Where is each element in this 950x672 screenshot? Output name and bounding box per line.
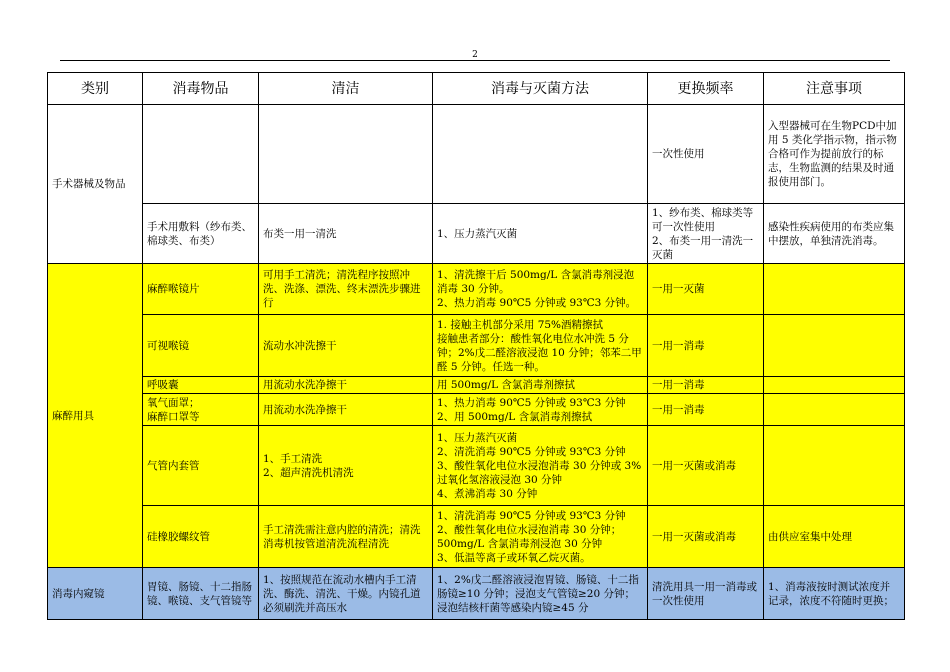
note-cell [764,394,905,426]
frequency-cell: 一次性使用 [648,105,764,204]
item-cell: 呼吸囊 [143,377,259,394]
clean-cell: 流动水冲洗擦干 [259,315,433,377]
note-cell: 感染性疾病使用的布类应集中摆放，单独清洗消毒。 [764,204,905,264]
disinfection-table [47,72,905,620]
clean-cell: 手工清洗需注意内腔的清洗；清洗消毒机按管道清洗流程清洗 [259,506,433,568]
frequency-cell: 一用一消毒 [648,377,764,394]
frequency-cell: 1、纱布类、棉球类等可一次性使用 2、布类一用一清洗一灭菌 [648,204,764,264]
item-cell: 可视喉镜 [143,315,259,377]
col-header-method: 消毒与灭菌方法 [433,73,648,105]
table-row [48,105,905,204]
method-cell: 1、2%戊二醛溶液浸泡胃镜、肠镜、十二指肠镜≥10 分钟；浸泡支气管镜≥20 分钟；浸泡结核杆菌等感染内镜≥45 分 [433,568,648,620]
method-cell: 1、压力蒸汽灭菌 2、清洗消毒 90℃5 分钟或 93℃3 分钟 3、酸性氧化电位水浸泡消毒 30 分钟或 3%过氧化氢溶液浸泡 30 分钟 4、煮沸消毒 30 分钟 [433,426,648,506]
clean-cell: 布类一用一清洗 [259,204,433,264]
frequency-cell: 一用一消毒 [648,315,764,377]
col-header-frequency: 更换频率 [648,73,764,105]
method-cell [433,105,648,204]
note-cell [764,377,905,394]
clean-cell: 1、按照规范在流动水槽内手工清洗、酶洗、清洗、干燥。内镜孔道必须刷洗并高压水 [259,568,433,620]
item-cell: 氧气面罩； 麻醉口罩等 [143,394,259,426]
item-cell [143,105,259,204]
note-cell [764,315,905,377]
method-cell: 1、压力蒸汽灭菌 [433,204,648,264]
category-anesthesia: 麻醉用具 [48,264,143,568]
note-cell: 由供应室集中处理 [764,506,905,568]
table-row [48,568,905,620]
table-row [48,426,905,506]
note-cell: 入型器械可在生物PCD中加用 5 类化学指示物，指示物合格可作为提前放行的标志，生物监测的结果及时通报使用部门。 [764,105,905,204]
item-cell: 气管内套管 [143,426,259,506]
item-cell: 手术用敷料（纱布类、棉球类、布类） [143,204,259,264]
method-cell: 1. 接触主机部分采用 75%酒精擦拭 接触患者部分：酸性氧化电位水冲洗 5 分钟；2%戊二醛溶液浸泡 10 分钟；邻苯二甲醛 5 分钟。任选一种。 [433,315,648,377]
item-cell: 胃镜、肠镜、十二指肠镜、喉镜、支气管镜等 [143,568,259,620]
frequency-cell: 一用一消毒 [648,394,764,426]
frequency-cell: 一用一灭菌或消毒 [648,426,764,506]
category-endoscope: 消毒内窥镜 [48,568,143,620]
frequency-cell: 清洗用具一用一消毒或一次性使用 [648,568,764,620]
clean-cell: 用流动水洗净擦干 [259,377,433,394]
clean-cell: 可用手工清洗；清洗程序按照冲洗、洗涤、漂洗、终末漂洗步骤进行 [259,264,433,315]
method-cell: 1、热力消毒 90℃5 分钟或 93℃3 分钟 2、用 500mg/L 含氯消毒剂擦拭 [433,394,648,426]
table-row [48,377,905,394]
note-cell [764,264,905,315]
table-row [48,204,905,264]
col-header-clean: 清洁 [259,73,433,105]
col-header-category: 类别 [48,73,143,105]
method-cell: 1、清洗擦干后 500mg/L 含氯消毒剂浸泡消毒 30 分钟。 2、热力消毒 90℃5 分钟或 93℃3 分钟。 [433,264,648,315]
header-rule [60,60,890,61]
col-header-notes: 注意事项 [764,73,905,105]
item-cell: 硅橡胶螺纹管 [143,506,259,568]
table-row [48,394,905,426]
item-cell: 麻醉喉镜片 [143,264,259,315]
note-cell [764,426,905,506]
page-number: 2 [472,50,478,60]
table-row [48,264,905,315]
clean-cell [259,105,433,204]
clean-cell: 用流动水洗净擦干 [259,394,433,426]
method-cell: 用 500mg/L 含氯消毒剂擦拭 [433,377,648,394]
category-surgical: 手术器械及物品 [48,105,143,264]
header-row [48,73,905,105]
col-header-item: 消毒物品 [143,73,259,105]
method-cell: 1、清洗消毒 90℃5 分钟或 93℃3 分钟 2、酸性氧化电位水浸泡消毒 30 分钟；500mg/L 含氯消毒剂浸泡 30 分钟 3、低温等离子或环氧乙烷灭菌。 [433,506,648,568]
table-row [48,506,905,568]
table-row [48,315,905,377]
frequency-cell: 一用一灭菌或消毒 [648,506,764,568]
note-cell: 1、消毒液按时测试浓度并记录，浓度不符随时更换； [764,568,905,620]
frequency-cell: 一用一灭菌 [648,264,764,315]
clean-cell: 1、手工清洗 2、超声清洗机清洗 [259,426,433,506]
